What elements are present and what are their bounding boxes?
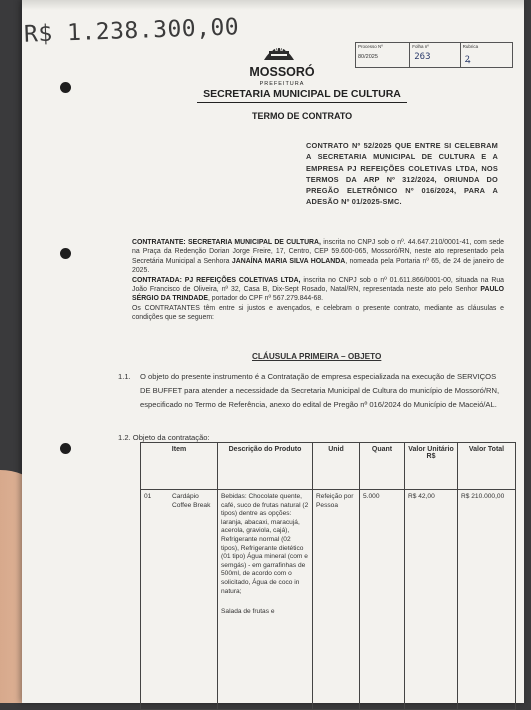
brand-name: MOSSORÓ <box>249 65 315 79</box>
binder-hole <box>60 248 71 259</box>
col-unit: Unid <box>313 443 360 490</box>
col-item: Item <box>141 443 218 490</box>
item-number: 1.2. <box>118 433 131 442</box>
handwritten-amount: R$ 1.238.300,00 <box>23 14 240 48</box>
doc-type: TERMO DE CONTRATO <box>252 111 353 121</box>
cell-unit: Refeição por Pessoa <box>313 490 360 710</box>
parties-section <box>132 238 504 323</box>
contract-page <box>22 0 524 703</box>
contratada-text: inscrita no CNPJ sob o nº 01.611.866/0001-00, situada na Rua João Francisco de Oliveira, nº 32, Casa B, Dix-Sept Rosado, Natal/RN, representada neste ato pelo Senhor <box>132 276 504 294</box>
clause-item-1-2 <box>118 433 210 442</box>
binder-hole <box>60 82 71 93</box>
cell-description: Bebidas: Chocolate quente, café, suco de frutas natural (2 tipos) dentre as opções: laranja, abacaxi, maracujá, acerola, graviola, cajá), Refrigerante normal (02 tipos), Refrigerante dietético (01 tipo) Água mineral (com e semgás) - em garrafinhas de 500ml, de acordo com o solicitado, Água de coco in natura; Salada de frutas e <box>218 490 313 710</box>
item-text: Objeto da contratação: <box>132 433 210 442</box>
object-table <box>140 442 516 710</box>
contratada-tail: , portador do CPF nº 567.279.844-68. <box>207 295 324 303</box>
binder-hole <box>60 443 71 454</box>
protocol-stamp <box>355 42 513 68</box>
closing-text: Os CONTRATANTES têm entre si justos e avençados, e celebram o presente contrato, mediante as cláusulas e condições que se seguem: <box>132 304 504 322</box>
brand-block <box>237 66 327 90</box>
brand-sub: PREFEITURA <box>259 81 305 87</box>
col-unit-price: Valor Unitário R$ <box>405 443 458 490</box>
table-header-row <box>141 443 516 490</box>
contratada-label: CONTRATADA: PJ REFEIÇÕES COLETIVAS LTDA, <box>132 276 301 284</box>
item-number: 1.1. <box>118 372 131 381</box>
stamp-process: Processo Nº 80/2025 <box>356 43 410 67</box>
cell-unit-price: R$ 42,00 <box>405 490 458 710</box>
department-title: SECRETARIA MUNICIPAL DE CULTURA <box>197 88 407 103</box>
table-row <box>141 490 516 710</box>
contratada-rep: PAULO SÉRGIO DA TRINDADE <box>132 286 504 303</box>
contratante-tail: , nomeada pela Portaria nº 65, de 24 de janeiro de 2025. <box>132 257 505 275</box>
page-shadow <box>22 0 524 10</box>
contratante-rep: JANAÍNA MARIA SILVA HOLANDA <box>231 257 346 265</box>
stamp-folha: Folha nº 263 <box>410 43 460 67</box>
contratante-text: inscrita no CNPJ sob o nº. 44.647.210/0001-41, com sede na Praça da Redenção Dorian Jorge Freire, 17, Centro, CEP 59.600-065, Mossoró/RN, neste ato representado pela Secretária Municipal a Senhora <box>132 239 505 265</box>
contratante-label: CONTRATANTE: SECRETARIA MUNICIPAL DE CULTURA, <box>132 239 321 246</box>
contract-summary: CONTRATO Nº 52/2025 QUE ENTRE SI CELEBRAM A SECRETARIA MUNICIPAL DE CULTURA E A EMPRESA PJ REFEIÇÕES COLETIVAS LTDA, NOS TERMOS DA ARP Nº 312/2024, ORIUNDA DO PREGÃO ELETRÔNICO Nº 016/2024, PARA A ADESÃO Nº 01/2025-SMC. <box>306 141 498 207</box>
clause-title: CLÁUSULA PRIMEIRA – OBJETO <box>252 352 382 361</box>
col-description: Descrição do Produto <box>218 443 313 490</box>
stamp-rubrica: Rubrica Ꝝ <box>462 44 479 65</box>
mossoro-crest-icon <box>260 34 298 64</box>
cell-total: R$ 210.000,00 <box>458 490 516 710</box>
clause-item-1-1 <box>118 370 508 412</box>
col-quantity: Quant <box>360 443 405 490</box>
cell-item: 01 Cardápio Coffee Break <box>141 490 218 710</box>
col-total: Valor Total <box>458 443 516 490</box>
item-text: O objeto do presente instrumento é a Contratação de empresa especializada na execução de SERVIÇOS DE BUFFET para atender a necessidade da Secretaria Municipal de Cultura do município de Mossoró/RN, especificado no Termo de Referência, anexo do edital de Pregão nº 016/2024 do Município de Maceió/AL. <box>140 372 500 409</box>
cell-quantity: 5.000 <box>360 490 405 710</box>
